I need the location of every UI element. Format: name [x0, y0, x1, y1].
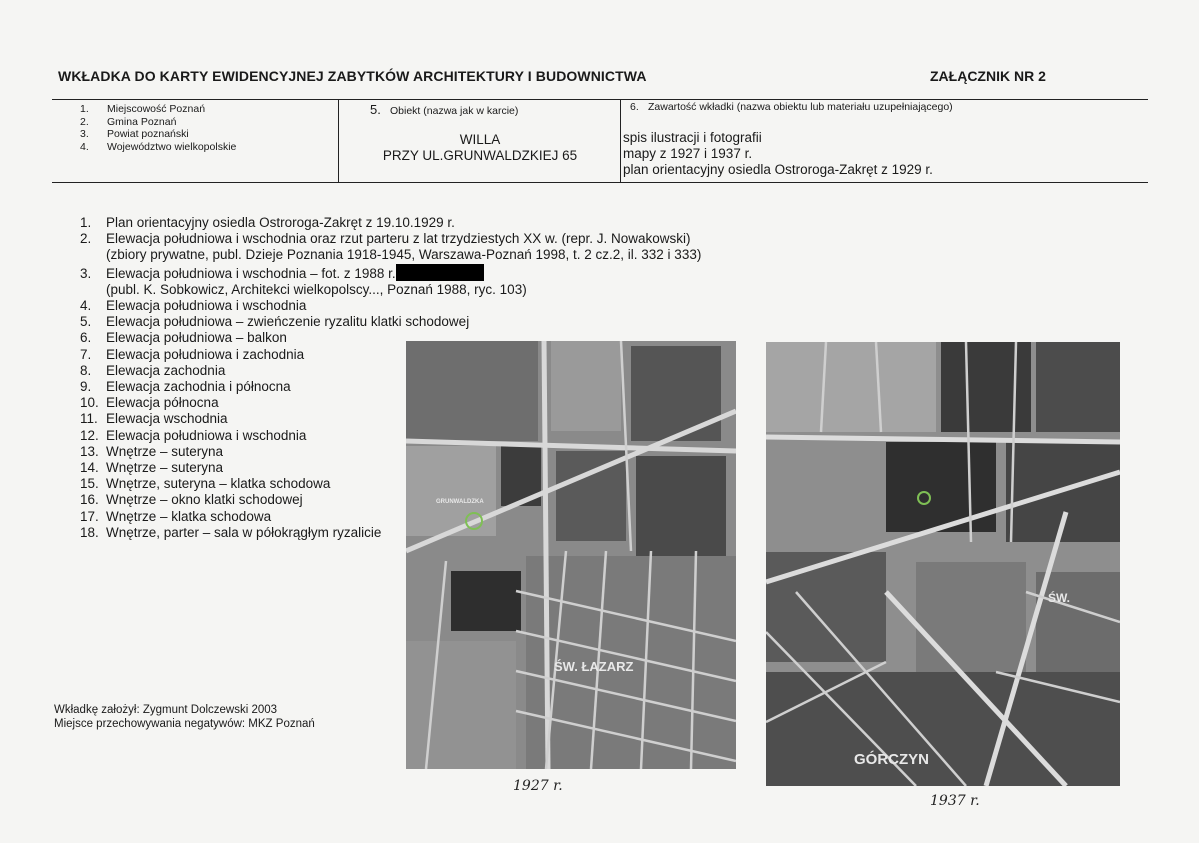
- location-item: 2. Gmina Poznań: [80, 115, 177, 128]
- illustration-item: 17. Wnętrze – klatka schodowa: [80, 508, 272, 524]
- object-name-line: PRZY UL.GRUNWALDZKIEJ 65: [382, 148, 578, 163]
- map-1927-caption: 1927 r.: [513, 778, 563, 794]
- illustration-item-source: (zbiory prywatne, publ. Dzieje Poznania 1918-1945, Warszawa-Poznań 1998, t. 2 cz.2, il. 332 i 333): [106, 247, 702, 263]
- object-name: [340, 132, 620, 164]
- contents-line: plan orientacyjny osiedla Ostroroga-Zakręt z 1929 r.: [623, 162, 933, 178]
- illustration-item: 1. Plan orientacyjny osiedla Ostroroga-Zakręt z 19.10.1929 r.: [80, 215, 455, 230]
- illustration-item: 9. Elewacja zachodnia i północna: [80, 379, 291, 395]
- column-divider-2: [620, 99, 621, 183]
- location-item: 1. Miejscowość Poznań: [80, 103, 206, 115]
- illustration-item: 14. Wnętrze – suteryna: [80, 460, 224, 476]
- map-1937: [766, 342, 1120, 786]
- footer-notes: [54, 703, 315, 731]
- location-item: 3. Powiat poznański: [80, 128, 189, 140]
- header-top-rule: [52, 99, 1148, 100]
- illustration-item-source: (publ. K. Sobkowicz, Architekci wielkopolscy..., Poznań 1988, ryc. 103): [106, 281, 527, 297]
- illustration-item: 6. Elewacja południowa – balkon: [80, 330, 287, 346]
- illustration-item: 13. Wnętrze – suteryna: [80, 443, 224, 459]
- illustration-item: 4. Elewacja południowa i wschodnia: [80, 298, 307, 314]
- map-1937-drawing: [766, 342, 1120, 786]
- map-1927-drawing: [406, 341, 736, 769]
- map-1927-street-label: GRUNWALDZKA: [436, 499, 484, 505]
- contents-field-label: Zawartość wkładki (nazwa obiektu lub materiału uzupełniającego): [648, 101, 953, 113]
- illustration-item: 10. Elewacja północna: [80, 395, 219, 411]
- illustration-item: 3. Elewacja południowa i wschodnia – fot. z 1988 r.: [80, 264, 701, 282]
- location-list: [80, 103, 236, 153]
- illustration-item: 5. Elewacja południowa – zwieńczenie ryzalitu klatki schodowej: [80, 314, 470, 330]
- illustration-item: 16. Wnętrze – okno klatki schodowej: [80, 492, 303, 508]
- location-item: 4. Województwo wielkopolskie: [80, 140, 237, 153]
- contents-line: mapy z 1927 i 1937 r.: [623, 146, 753, 162]
- header-bottom-rule: [52, 182, 1148, 183]
- illustration-item: 18. Wnętrze, parter – sala w półokrągłym ryzalicie: [80, 524, 382, 540]
- column-divider-1: [338, 99, 339, 183]
- illustration-item: 15. Wnętrze, suteryna – klatka schodowa: [80, 476, 331, 492]
- map-1927-district-label: ŚW. ŁAZARZ: [554, 659, 634, 674]
- illustration-item: 11. Elewacja wschodnia: [80, 411, 228, 427]
- contents-line: spis ilustracji i fotografii: [623, 130, 762, 145]
- map-1937-park-label: ŚW.: [1048, 591, 1071, 605]
- contents-list: [623, 130, 933, 179]
- illustration-item: 2. Elewacja południowa i wschodnia oraz rzut parteru z lat trzydziestych XX w. (repr. J. Nowakowski): [80, 231, 691, 247]
- document-title: WKŁADKA DO KARTY EWIDENCYJNEJ ZABYTKÓW ARCHITEKTURY I BUDOWNICTWA: [58, 68, 647, 84]
- annex-number: ZAŁĄCZNIK NR 2: [930, 68, 1046, 84]
- object-field-number: 5.: [370, 102, 381, 117]
- footer-storage: Miejsce przechowywania negatywów: MKZ Poznań: [54, 718, 315, 730]
- illustration-item: 8. Elewacja zachodnia: [80, 362, 226, 378]
- object-field-label: Obiekt (nazwa jak w karcie): [390, 105, 519, 117]
- illustration-item: 7. Elewacja południowa i zachodnia: [80, 346, 305, 362]
- redaction-bar: [396, 264, 484, 281]
- map-1937-district-label: GÓRCZYN: [854, 751, 929, 768]
- illustration-item: 12. Elewacja południowa i wschodnia: [80, 427, 307, 443]
- map-1937-caption: 1937 r.: [930, 793, 980, 809]
- footer-author: Wkładkę założył: Zygmunt Dolczewski 2003: [54, 704, 278, 716]
- contents-field-number: 6.: [630, 101, 639, 113]
- object-name-line: WILLA: [459, 132, 501, 147]
- map-1927: [406, 341, 736, 769]
